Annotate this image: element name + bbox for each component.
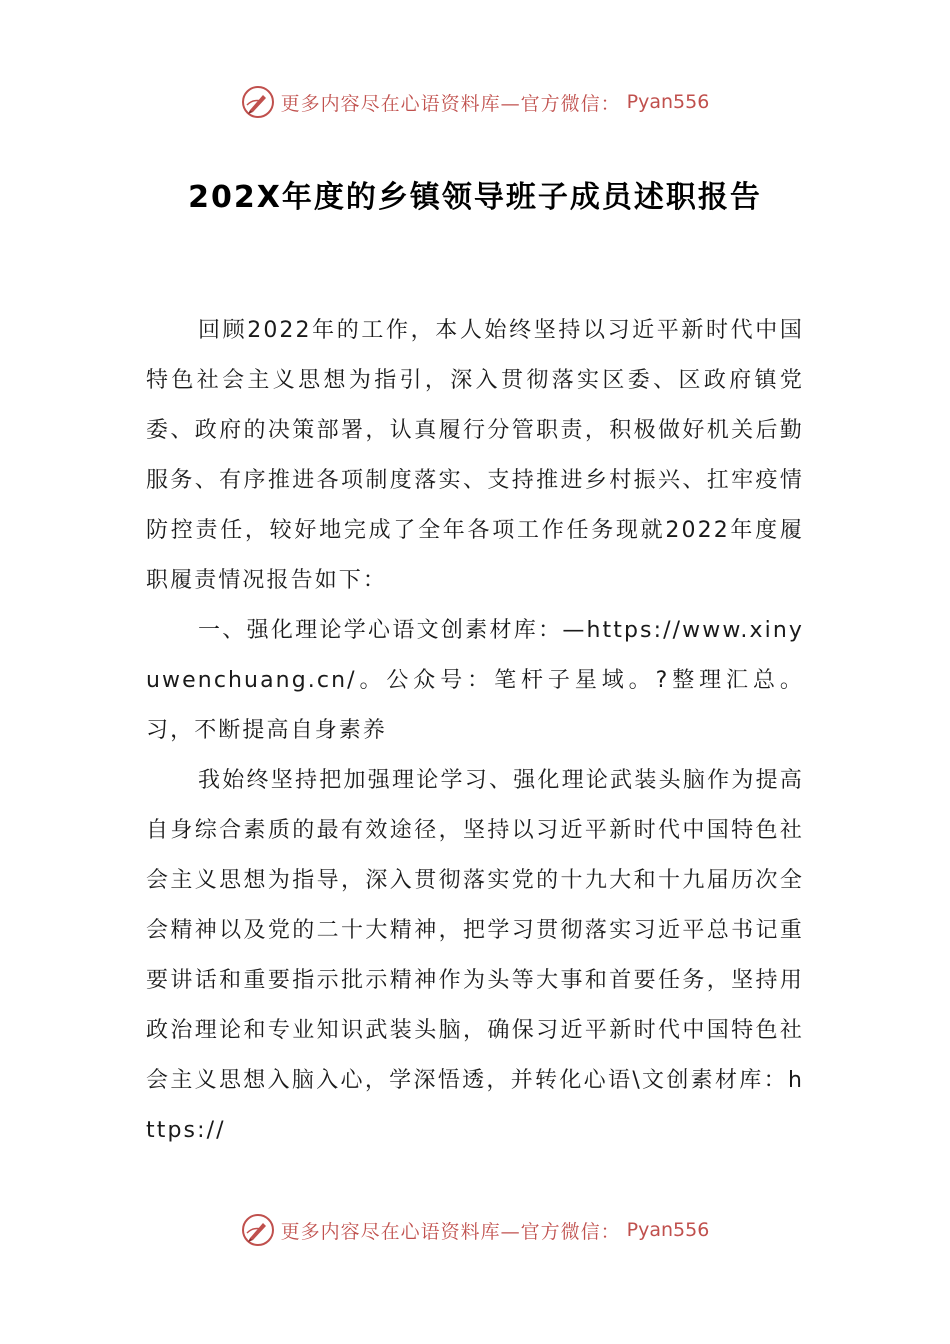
footer-watermark: [0, 1210, 950, 1250]
watermark-wechat-id: Pyan556: [626, 91, 710, 113]
paragraph-2: 一、强化理论学心语文创素材库：—https://www.xinyuwenchuang.cn/。公众号：笔杆子星域。?整理汇总。习，不断提高自身素养: [146, 618, 804, 743]
pen-logo-icon: [241, 85, 275, 119]
paragraph-1: 回顾2022年的工作，本人始终坚持以习近平新时代中国特色社会主义思想为指引，深入贯彻落实区委、区政府镇党委、政府的决策部署，认真履行分管职责，积极做好机关后勤服务、有序推进各项制度落实、支持推进乡村振兴、扛牢疫情防控责任，较好地完成了全年各项工作任务现就2022年度履职履责情况报告如下：: [146, 318, 804, 593]
page-title: 202X年度的乡镇领导班子成员述职报告: [188, 180, 762, 215]
paragraph-3: 我始终坚持把加强理论学习、强化理论武装头脑作为提高自身综合素质的最有效途径，坚持以习近平新时代中国特色社会主义思想为指导，深入贯彻落实党的十九大和十九届历次全会精神以及党的二十大精神，把学习贯彻落实习近平总书记重要讲话和重要指示批示精神作为头等大事和首要任务，坚持用政治理论和专业知识武装头脑，确保习近平新时代中国特色社会主义思想入脑入心，学深悟透，并转化心语\文创素材库：https://: [146, 768, 804, 1143]
header-watermark: [0, 82, 950, 122]
pen-logo-icon: [241, 1213, 275, 1247]
watermark-text: 更多内容尽在心语资料库—官方微信：: [280, 92, 621, 115]
document-body: [146, 306, 804, 1156]
watermark-text: 更多内容尽在心语资料库—官方微信：: [280, 1220, 621, 1243]
watermark-wechat-id: Pyan556: [626, 1219, 710, 1241]
